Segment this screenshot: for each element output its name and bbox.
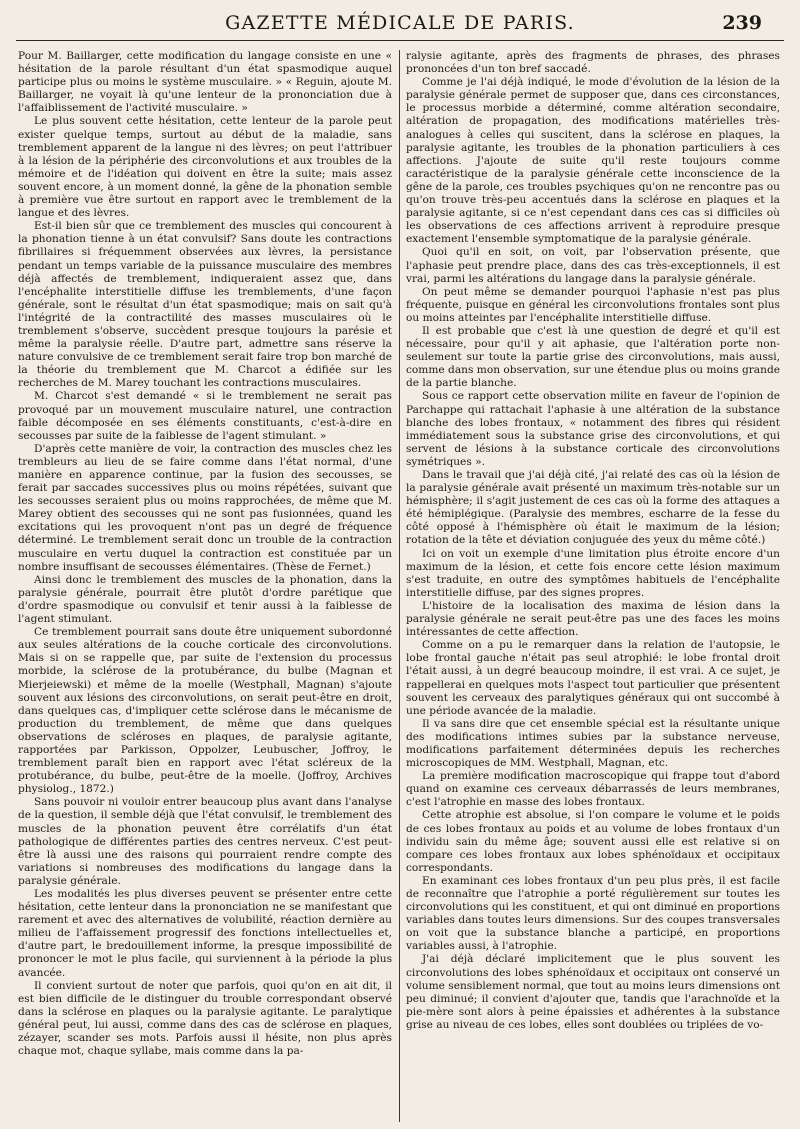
header-rule [16, 40, 784, 41]
paragraph: Sous ce rapport cette observation milite en faveur de l'opinion de Parchappe qui rattachait l'aphasie à une altération de la substance blanche des lobes frontaux, « notamment des fibres qui résident immédiatement sous la substance grise des circonvolutions, et qui servent de lésions à la substance corticale des circonvolutions symétriques ». [406, 390, 780, 468]
paragraph: Sans pouvoir ni vouloir entrer beaucoup plus avant dans l'analyse de la question, il semble déjà que l'état convulsif, le tremblement des muscles de la phonation peuvent être corrélatifs d'un état pathologique de différentes parties des centres nerveux. C'est peut-être là aussi une des raisons qui pourraient rendre compte des variations si nombreuses des modifications du langage dans la paralysie générale. [18, 796, 392, 887]
page-number: 239 [722, 12, 762, 34]
paragraph: Ici on voit un exemple d'une limitation plus étroite encore d'un maximum de la lésion, et cette fois encore cette lésion maximum s'est traduite, en outre des symptômes habituels de l'encéphalite interstitielle diffuse, par des signes propres. [406, 547, 780, 599]
paragraph: Quoi qu'il en soit, on voit, par l'observation présente, que l'aphasie peut prendre place, dans des cas très-exceptionnels, il est vrai, parmi les altérations du langage dans la paralysie générale. [406, 246, 780, 285]
paragraph: Le plus souvent cette hésitation, cette lenteur de la parole peut exister quelque temps, surtout au début de la maladie, sans tremblement apparent de la langue ni des lèvres; on peut l'attribuer à la lésion de la périphérie des circonvolutions et aux troubles de la mémoire et de l'idéation qui doivent en être la suite; mais assez souvent encore, à un moment donné, la gêne de la phonation semble à première vue être surtout en rapport avec le tremblement de la langue et des lèvres. [18, 115, 392, 220]
paragraph: D'après cette manière de voir, la contraction des muscles chez les trembleurs au lieu de se faire comme dans l'état normal, d'une manière en apparence continue, par la fusion des secousses, se ferait par saccades successives plus ou moins répétées, suivant que les secousses seraient plus ou moins rapprochées, de même que M. Marey obtient des secousses qui ne sont pas fusionnées, quand les excitations qui les provoquent n'ont pas un degré de fréquence déterminé. Le tremblement serait donc un trouble de la contraction musculaire en vertu duquel la contraction est constituée par un nombre insuffisant de secousses élémentaires. (Thèse de Fernet.) [18, 442, 392, 573]
paragraph: ralysie agitante, après des fragments de phrases, des phrases prononcées d'un ton bref saccadé. [406, 50, 780, 76]
paragraph: Cette atrophie est absolue, si l'on compare le volume et le poids de ces lobes frontaux au poids et au volume de lobes frontaux d'un individu sain du même âge; souvent aussi elle est relative si on compare ces lobes frontaux aux lobes sphénoïdaux et occipitaux correspondants. [406, 809, 780, 874]
paragraph: Ainsi donc le tremblement des muscles de la phonation, dans la paralysie générale, pourrait être plutôt d'ordre parétique que d'ordre spasmodique ou convulsif et tenir aussi à la faiblesse de l'agent stimulant. [18, 573, 392, 626]
paragraph: On peut même se demander pourquoi l'aphasie n'est pas plus fréquente, puisque en général les circonvolutions frontales sont plus ou moins atteintes par l'encéphalite interstitielle diffuse. [406, 285, 780, 324]
paragraph: Les modalités les plus diverses peuvent se présenter entre cette hésitation, cette lenteur dans la prononciation ne se manifestant que rarement et avec des alternatives de volubilité, réaction dernière au milieu de l'affaissement progressif des fonctions intellectuelles et, d'autre part, le bredouillement informe, la presque impossibilité de prononcer le mot le plus facile, qui surviennent à la période la plus avancée. [18, 888, 392, 979]
paragraph: Dans le travail que j'ai déjà cité, j'ai relaté des cas où la lésion de la paralysie générale avait présenté un maximum très-notable sur un hémisphère; il s'agit justement de ces cas où la forme des attaques a été hémiplégique. (Paralysie des membres, escharre de la fesse du côté opposé à l'hémisphère où était le maximum de la lésion; rotation de la tête et déviation conjuguée des yeux du même côté.) [406, 469, 780, 547]
paragraph: Il va sans dire que cet ensemble spécial est la résultante unique des modifications intimes subies par la substance nerveuse, modifications parfaitement déterminées depuis les recherches microscopiques de MM. Westphall, Magnan, etc. [406, 717, 780, 770]
paragraph: Comme on a pu le remarquer dans la relation de l'autopsie, le lobe frontal gauche n'était pas seul atrophié: le lobe frontal droit l'était aussi, à un degré beaucoup moindre, il est vrai. A ce sujet, je rappellerai en quelques mots l'aspect tout particulier que présentent souvent les cerveaux des paralytiques généraux qui ont succombé à une période avancée de la maladie. [406, 639, 780, 717]
paragraph: Il est probable que c'est là une question de degré et qu'il est nécessaire, pour qu'il y ait aphasie, que l'altération porte non-seulement sur toute la partie grise des circonvolutions, mais aussi, comme dans mon observation, sur une étendue plus ou moins grande de la partie blanche. [406, 324, 780, 390]
paragraph: M. Charcot s'est demandé « si le tremblement ne serait pas provoqué par un mouvement musculaire naturel, une contraction faible décomposée en ses éléments constituants, c'est-à-dire en secousses par suite de la faiblesse de l'agent stimulant. » [18, 390, 392, 442]
right-column [406, 50, 780, 1122]
column-divider [399, 50, 400, 1122]
paragraph: La première modification macroscopique qui frappe tout d'abord quand on examine ces cerveaux débarrassés de leurs membranes, c'est l'atrophie en masse des lobes frontaux. [406, 770, 780, 809]
left-column [18, 50, 392, 1122]
paragraph: Comme je l'ai déjà indiqué, le mode d'évolution de la lésion de la paralysie générale permet de supposer que, dans ces circonstances, le processus morbide a déterminé, comme altération secondaire, altération de propagation, des modifications matérielles très-analogues à celles qui suscitent, dans la sclérose en plaques, la paralysie agitante, les troubles de la phonation particuliers à ces affections. J'ajoute de suite qu'il reste toujours comme caractéristique de la paralysie générale cette inconscience de la gêne de la parole, ces troubles psychiques qu'on ne rencontre pas ou qu'on trouve très-peu accentués dans la sclérose en plaques et la paralysie agitante, si ce n'est cependant dans ces cas si difficiles où les observations de ces affections arrivent à reproduire presque exactement l'ensemble symptomatique de la paralysie générale. [406, 76, 780, 246]
page-header [16, 12, 784, 38]
paragraph: Il convient surtout de noter que parfois, quoi qu'on en ait dit, il est bien difficile de le distinguer du trouble correspondant observé dans la sclérose en plaques ou la paralysie agitante. Le paralytique général peut, lui aussi, comme dans des cas de sclérose en plaques, zézayer, scander ses mots. Parfois aussi il hésite, non plus après chaque mot, chaque syllabe, mais comme dans la pa- [18, 979, 392, 1058]
paragraph: J'ai déjà déclaré implicitement que le plus souvent les circonvolutions des lobes sphénoïdaux et occipitaux ont conservé un volume sensiblement normal, que tout au moins leurs dimensions ont peu diminué; il convient d'ajouter que, tandis que l'arachnoïde et la pie-mère sont alors à peine épaissies et adhérentes à la substance grise au niveau de ces lobes, elles sont doublées ou triplées de vo- [406, 953, 780, 1031]
paragraph: Pour M. Baillarger, cette modification du langage consiste en une « hésitation de la parole résultant d'un état spasmodique auquel participe plus ou moins le système musculaire. » « Reguin, ajoute M. Baillarger, ne voyait là qu'une lenteur de la prononciation due à l'affaiblissement de l'activité musculaire. » [18, 50, 392, 115]
paragraph: L'histoire de la localisation des maxima de lésion dans la paralysie générale ne serait peut-être pas une des faces les moins intéressantes de cette affection. [406, 599, 780, 639]
paragraph: Ce tremblement pourrait sans doute être uniquement subordonné aux seules altérations de la couche corticale des circonvolutions. Mais si on se rappelle que, par suite de l'extension du processus morbide, la sclérose de la protubérance, du bulbe (Magnan et Mierjeiewski) et même de la moelle (Westphall, Magnan) s'ajoute souvent aux lésions des circonvolutions, on serait peut-être en droit, dans quelques cas, d'impliquer cette sclérose dans le mécanisme de production du tremblement, de même que dans quelques observations de scléroses en plaques, de paralysie agitante, rapportées par Parkisson, Oppolzer, Leubuscher, Joffroy, le tremblement paraît bien en rapport avec l'état scléreux de la protubérance, du bulbe, peut-être de la moelle. (Joffroy, Archives physiolog., 1872.) [18, 626, 392, 796]
paragraph: Est-il bien sûr que ce tremblement des muscles qui concourent à la phonation tienne à un état convulsif? Sans doute les contractions fibrillaires si fréquemment observées aux lèvres, la persistance pendant un temps variable de la puissance musculaire des membres déjà affectés de tremblement, indiqueraient assez que, dans l'encéphalite interstitielle diffuse les tremblements, d'une façon générale, sont le résultat d'un état spasmodique; mais on sait qu'à l'intégrité de la contractilité des masses musculaires où le tremblement s'observe, succèdent presque toujours la parésie et même la paralysie réelle. D'autre part, admettre sans réserve la nature convulsive de ce tremblement serait faire trop bon marché de la théorie du tremblement que M. Charcot a édifiée sur les recherches de M. Marey touchant les contractions musculaires. [18, 220, 392, 390]
paragraph: En examinant ces lobes frontaux d'un peu plus près, il est facile de reconnaître que l'atrophie a porté régulièrement sur toutes les circonvolutions qui les constituent, et qui ont diminué en proportions variables dans toutes leurs dimensions. Sur des coupes transversales on voit que la substance blanche a participé, en proportions variables aussi, à l'atrophie. [406, 874, 780, 953]
journal-title: GAZETTE MÉDICALE DE PARIS. [225, 12, 575, 34]
